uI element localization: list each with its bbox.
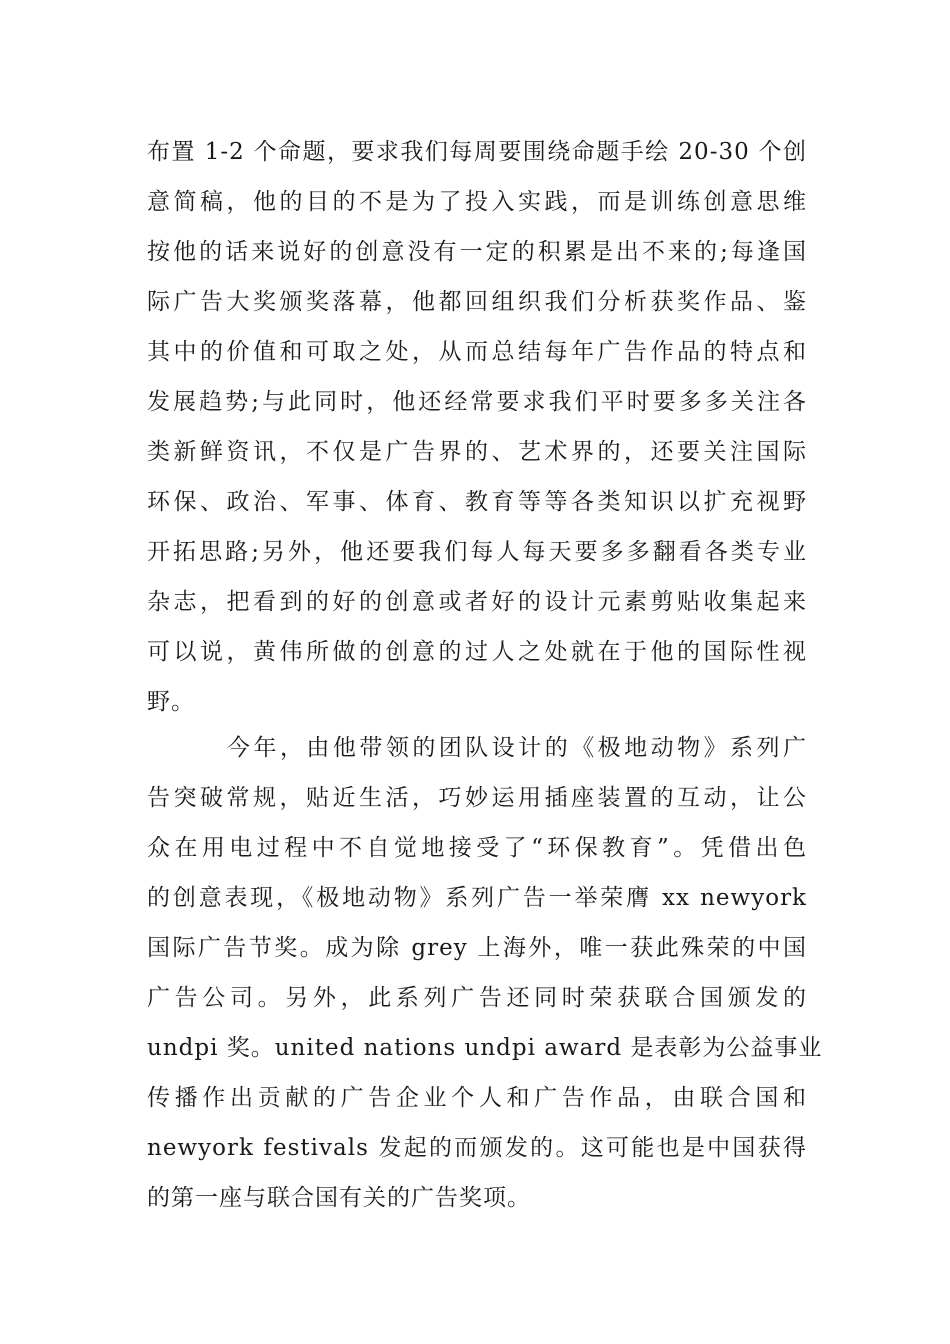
paragraph-line: 其中的价值和可取之处，从而总结每年广告作品的特点和: [147, 339, 807, 365]
paragraph-line: 今年，由他带领的团队设计的《极地动物》系列广: [227, 735, 807, 761]
paragraph-line: 野。: [147, 689, 195, 715]
paragraph-line: 类新鲜资讯，不仅是广告界的、艺术界的，还要关注国际: [147, 439, 807, 465]
paragraph-line: 广告公司。另外，此系列广告还同时荣获联合国颁发的: [147, 985, 807, 1011]
paragraph-line: 可以说，黄伟所做的创意的过人之处就在于他的国际性视: [147, 639, 807, 665]
paragraph-line: 传播作出贡献的广告企业个人和广告作品，由联合国和: [147, 1085, 807, 1111]
paragraph-line: 的第一座与联合国有关的广告奖项。: [147, 1185, 531, 1211]
paragraph-line: 布置 1-2 个命题，要求我们每周要围绕命题手绘 20-30 个创: [147, 139, 807, 165]
paragraph-line: 开拓思路;另外，他还要我们每人每天要多多翻看各类专业: [147, 539, 807, 565]
paragraph-line: 环保、政治、军事、体育、教育等等各类知识以扩充视野: [147, 489, 807, 515]
paragraph-line: 发展趋势;与此同时，他还经常要求我们平时要多多关注各: [147, 389, 807, 415]
paragraph-2: [147, 723, 823, 1223]
paragraph-line: 国际广告节奖。成为除 grey 上海外，唯一获此殊荣的中国: [147, 935, 807, 961]
paragraph-line: newyork festivals 发起的而颁发的。这可能也是中国获得: [147, 1135, 807, 1161]
paragraph-line: 告突破常规，贴近生活，巧妙运用插座装置的互动，让公: [147, 785, 807, 811]
paragraph-line: 按他的话来说好的创意没有一定的积累是出不来的;每逢国: [147, 239, 807, 265]
paragraph-line: 众在用电过程中不自觉地接受了“环保教育”。凭借出色: [147, 835, 807, 861]
paragraph-line: undpi 奖。united nations undpi award 是表彰为公益事业: [147, 1035, 823, 1061]
paragraph-1: [147, 127, 807, 727]
paragraph-line: 际广告大奖颁奖落幕，他都回组织我们分析获奖作品、鉴: [147, 289, 807, 315]
paragraph-line: 意简稿，他的目的不是为了投入实践，而是训练创意思维: [147, 189, 807, 215]
paragraph-line: 杂志，把看到的好的创意或者好的设计元素剪贴收集起来: [147, 589, 807, 615]
paragraph-line: 的创意表现，《极地动物》系列广告一举荣膺 xx newyork: [147, 885, 807, 911]
